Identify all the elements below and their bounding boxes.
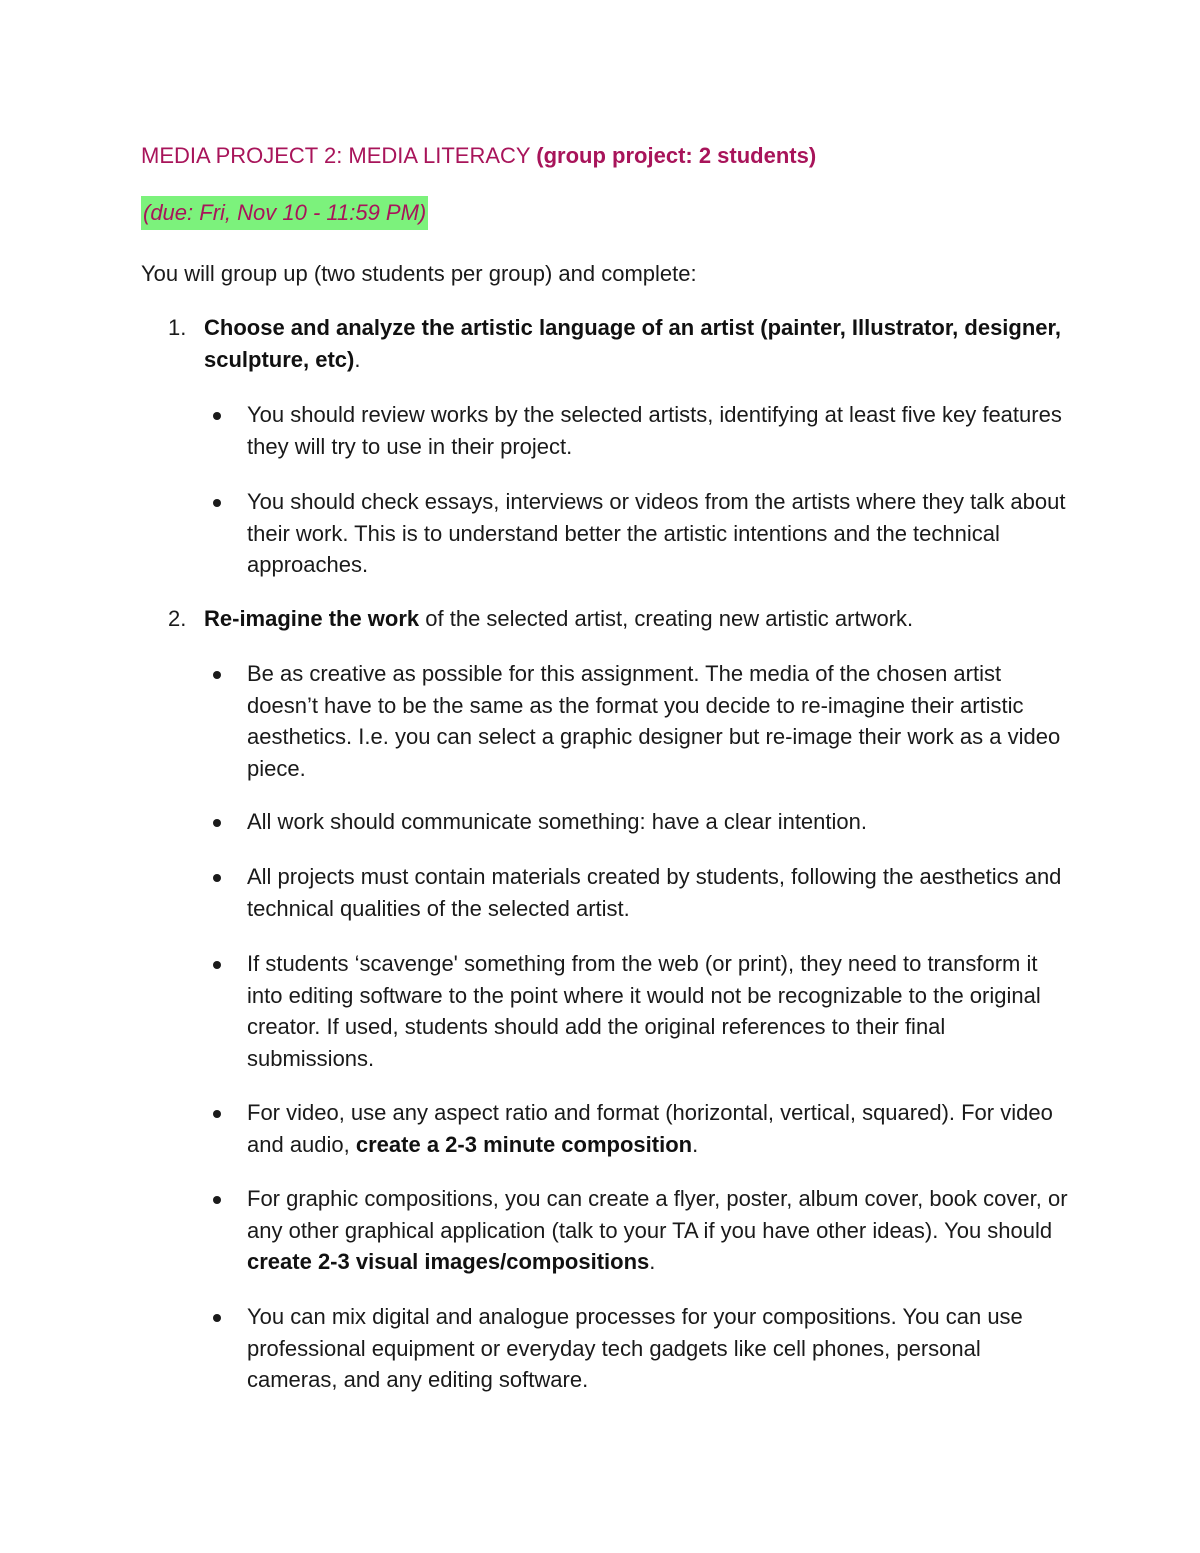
bullet-text: You can mix digital and analogue processes for your compositions. You can use professional equipment or everyday tech gadgets like cell phones, personal cameras, and any editing software. — [247, 1304, 1023, 1392]
bullet-text: Be as creative as possible for this assignment. The media of the chosen artist doesn’t have to be the same as the format you decide to re-imagine their artistic aesthetics. I.e. you can select a graphic designer but re-image their work as a video piece. — [247, 661, 1061, 781]
item-heading-bold: Choose and analyze the artistic language of an artist (painter, Illustrator, designer, sculpture, etc) — [204, 315, 1061, 372]
bullet-dot — [213, 412, 221, 420]
title-group-note: (group project: 2 students) — [536, 143, 817, 168]
intro-text: You will group up (two students per group) and complete: — [141, 261, 697, 286]
bullet-text-before: For video, use any aspect ratio and format (horizontal, vertical, squared). For video and audio, — [247, 1100, 1053, 1157]
bullet-text: You should check essays, interviews or videos from the artists where they talk about their work. This is to understand better the artistic intentions and the technical approaches. — [247, 489, 1066, 577]
item-heading-rest: . — [354, 347, 361, 372]
bullet-item — [247, 1183, 1077, 1278]
bullet-item — [247, 861, 1077, 924]
item-number: 2. — [168, 606, 187, 631]
due-date-highlight: (due: Fri, Nov 10 - 11:59 PM) — [141, 196, 428, 230]
bullet-dot — [213, 961, 221, 969]
bullet-text: All projects must contain materials created by students, following the aesthetics and technical qualities of the selected artist. — [247, 864, 1062, 921]
item-number: 1. — [168, 315, 187, 340]
bullet-dot — [213, 1196, 221, 1204]
bullet-item — [247, 948, 1077, 1074]
bullet-dot — [213, 499, 221, 507]
bullet-text-after: . — [692, 1131, 699, 1157]
bullet-item — [247, 658, 1077, 784]
item-heading-rest: of the selected artist, creating new artistic artwork. — [419, 606, 914, 631]
bullet-text-bold: create a 2-3 minute composition — [355, 1131, 693, 1157]
bullet-text: You should review works by the selected artists, identifying at least five key features they will try to use in their project. — [247, 402, 1062, 459]
item-heading-bold: Re-imagine the work — [204, 606, 420, 631]
bullet-dot — [213, 1314, 221, 1322]
bullet-text-before: For graphic compositions, you can create a flyer, poster, album cover, book cover, or any other graphical application (talk to your TA if you have other ideas). You should — [247, 1186, 1068, 1243]
numbered-item-2 — [168, 603, 1064, 635]
bullet-text-bold: create 2-3 visual images/compositions — [247, 1249, 650, 1274]
numbered-item-1 — [168, 312, 1064, 376]
bullet-text: If students ‘scavenge' something from the web (or print), they need to transform it into editing software to the point where it would not be recognizable to the original creator. If used, students should add the original references to their final submissions. — [247, 951, 1041, 1071]
bullet-text: All work should communicate something: have a clear intention. — [247, 809, 867, 834]
bullet-text-after: . — [649, 1249, 656, 1274]
bullet-item — [247, 806, 1077, 838]
document-title — [141, 140, 816, 172]
bullet-item — [247, 1301, 1077, 1396]
title-main: MEDIA PROJECT 2: MEDIA LITERACY — [141, 143, 537, 168]
bullet-item — [247, 486, 1077, 581]
bullet-dot — [213, 819, 221, 827]
bullet-dot — [213, 1110, 221, 1118]
bullet-item — [247, 1097, 1077, 1160]
bullet-dot — [213, 874, 221, 882]
bullet-dot — [213, 671, 221, 679]
bullet-item — [247, 399, 1077, 462]
